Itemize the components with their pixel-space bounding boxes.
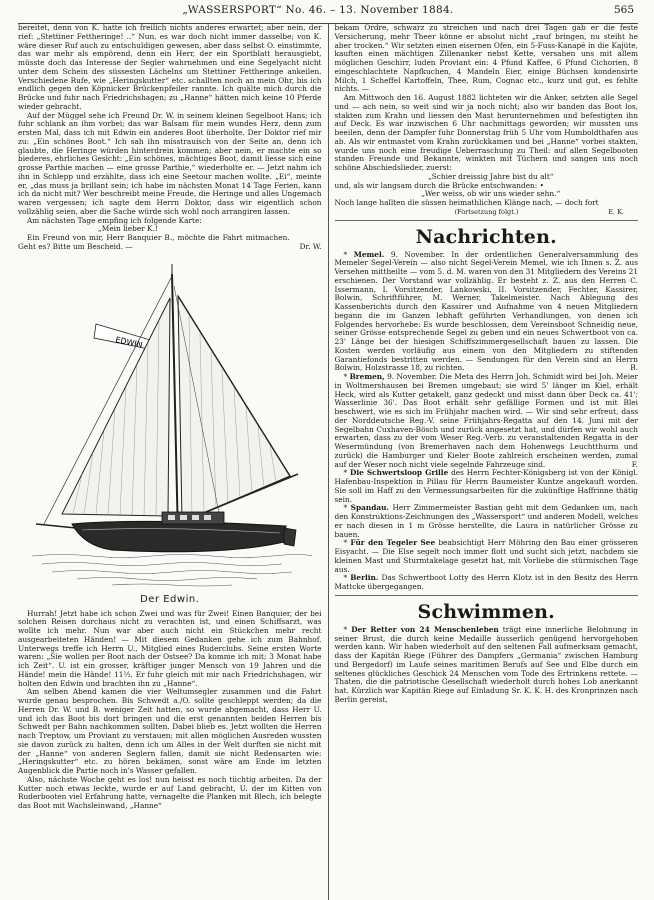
continuation-note: (Fortsetzung folgt.): [454, 207, 519, 216]
left-paragraph: Also, nächste Woche geht es los! nun heisst es noch tüchtig arbeiten. Da der Kutter noch etwas leckte, wurde er auf Land gebracht, U. der im Kitten von Ruderbooten viel Erfahrung hatte, vernagelte die Planken mit Blech, ich belegte das Boot mit Wachsleinwand, „Hanne“: [18, 774, 322, 810]
news-item: * Bremen, 9. November. Die Meta des Herrn Joh. Schmidt wird bei Joh. Meier in Woltmershausen bei Bremen umgebaut; sie wird 5' länger im Kiel, erhält Heck, wird als Kutter getakelt, ganz gedeckt und misst dann über Deck ca. 41'; Wasserlinie 36'. Das Boot erhält sehr gefällige Formen und ist mit Blei beschwert, wie es sich im Frühjahr machen wird. — Wir sind sehr erfreut, dass der Norddeutsche Reg.-V. seine Frühjahrs-Regatta auf den 14. Juni mit der Segelbahn Cuxhaven-Bösch und zurück angesetzt hat, und dürfen wir wohl auch erwarten, dass zu der vom Weser Reg.-Verb. zu veranstaltenden Regatta in der Wesermündung (von Bremerhaven nach dem Hohenwegs Leuchtthurm und zurück) die Hamburger und Kieler Boote zahlreich erscheinen werden, zumal auf der Weser noch nicht viele segelnde Fahrzeuge sind. F.: [334, 372, 638, 469]
header-title: „WASSERSPORT“ No. 46. – 13. November 1884.: [182, 4, 454, 16]
sailboat-drawing: [22, 256, 318, 592]
card-block: [18, 234, 322, 252]
section-title-schwimmen: Schwimmen.: [417, 600, 555, 623]
schwimmen-lead: Der Retter von 24 Menschenleben: [351, 624, 499, 634]
page-header: [18, 4, 638, 24]
card-signature: Dr. W.: [299, 241, 322, 251]
boat-name-text: EDWIN: [114, 334, 144, 350]
news-place: Die Schwertsloop Grille: [349, 468, 449, 478]
right-paragraph: bekam Ordre, schwarz zu streichen und nach drei Tagen gab er die feste Versicherung, mehr Theer könne er absolut nicht „rauf bringen, nu steiht he aber trocken.“ Wir setzten einen eisernen Ofen, ein 5-Fuss-Kanapé in die Kajüte, kauften einen mächtigen Zillenanker nebst Kette, versahen uns mit allem möglichen Geschirr, luden Proviant ein: 4 Pfund Kaffee, 6 Pfund Cichorien, 8 eingeschlachtete Napfkuchen, 4 Mandeln Eier, einige Büchsen kondensirte Milch, 1 Scheffel Kartoffeln, Thee, Rum, Cognac etc., kurz und gut, es fehlte nichts. —: [334, 24, 638, 94]
boat-illustration: [18, 256, 322, 592]
schwimmen-text: trägt eine innerliche Belohnung in seiner Brust, die durch keine Medaille äusserlich genügend hervorgehoben werden kann. Wir haben wiederholt auf den seltenen Fall aufmerksam gemacht, dass der Kapitän Riege (Führer des Dampfers „Germania“ zwischen Hamburg und Bergedorf) im Laufe seines maritimen Berufs auf See und Elbe durch ein seltenes glückliches Geschick 24 Menschen vom Tode des Ertrinkens rettete. — Thaten, die die patriotische Gesellschaft wiederholt durch hohes Lob anerkannt hat. Kürzlich war Kapitän Riege auf Einladung Sr. K. K. H. des Kronprinzen nach Berlin gereist,: [334, 624, 638, 704]
left-paragraph: bereitet, denn von K. hatte ich freilich nichts anderes erwartet; aber nein, der rief: „Stettiner Fettheringe! ..“ Nun, es war doch nicht immer dasselbe; von K. wäre dieser Ruf auch zu entschuldigen gewesen, aber dass selbst O. einstimmte, das war mehr als empörend, denn ein Herr, der ein Sportblatt herausgiebt, müsste doch das Interesse der Segler wahrnehmen und eine Segelyacht nicht unter dem Schein des süssesten Lächelns um Stettiner Fettheringe ankeilen. Verschiedene Rufe, wie „Heringskutter“ etc. schallten noch an mein Ohr, bis ich endlich gegen den Köpnicker Brückenpfeiler rannte. Ich quälte mich durch die Brücke und fuhr nach Friedrichshagen; zu „Hanne“ hätten mich keine 10 Pferde wieder gebracht.: [18, 24, 322, 111]
schwimmen-item: * Der Retter von 24 Menschenleben trägt eine innerliche Belohnung in seiner Brust, die durch keine Medaille äusserlich genügend hervorgehoben werden kann. Wir haben wiederholt auf den seltenen Fall aufmerksam gemacht, dass der Kapitän Riege (Führer des Dampfers „Germania“ zwischen Hamburg und Bergedorf) im Laufe seines maritimen Berufs auf See und Elbe durch ein seltenes glückliches Geschick 24 Menschen vom Tode des Ertrinkens rettete. — Thaten, die die patriotische Gesellschaft wiederholt durch hohes Lob anerkannt hat. Kürzlich war Kapitän Riege auf Einladung Sr. K. K. H. des Kronprinzen nach Berlin gereist,: [334, 624, 638, 704]
columns: [18, 24, 638, 900]
song-line: „Schier dreissig Jahre bist du alt“: [427, 171, 554, 181]
rudder: [284, 528, 296, 546]
section-title-nachrichten: Nachrichten.: [415, 225, 557, 248]
news-place: Für den Tegeler See: [350, 538, 436, 548]
right-column: [328, 24, 639, 900]
news-text: des Herrn Fechter-Königsberg ist von der Königl. Hafenbau-Inspektion in Pillau für Herrn Baumeister Kuntze angekauft worden. Sie soll im Haff zu den Vermessungsarbeiten für die zukünftige Haffrinne thätig sein.: [334, 468, 638, 504]
hull: [72, 521, 286, 551]
news-item: * Für den Tegeler See beabsichtigt Herr Möhring den Bau einer grösseren Eisyacht. — Die Else segelt noch immer flott und sucht sich jetzt, nachdem sie kleinen Mast und Sturmtakelage gesetzt hat, mit Vorliebe die stürmischen Tage aus.: [334, 538, 638, 574]
news-place: Memel.: [353, 249, 385, 259]
news-text: 9. November. In der ordentlichen Generalversammlung des Memeler Segel-Verein — also nicht Segel-Verein Memel, wie ich Ihnen s. Z. aus Versehen mittheilte — vom 5. d. M. waren von den 31 Mitgliedern des Vereins 21 erschienen. Der Vorstand war vollzählig. Er besteht z. Z. aus den Herren C. Issermann, I. Vorsitzender, Lankowski, II. Vorsitzender, Fechter, Kassirer, Bolwin, Schriftführer, M. Werner, Takelmeister. Nach Ablegung des Kassenberichts durch den Kassirer und Aufnahme von 4 neuen Mitgliedern begann die im Ganzen lebhaft geführten Verhandlungen, von denen ich Folgendes hervorhebe: Es wurde beschlossen, dem Vereinsboot Schneidig neue, seiner Grösse entsprechende Segel zu geben und ein neues Schwertboot von ca. 23' Länge bei der hiesigen Schiffszimmergesellschaft bauen zu lassen. Die Kosten werden vorläufig aus einem von den Mitgliedern zu stiftenden Garantiefonds bestritten werden. — Sendungen für den Verein sind an Herrn Bolwin, Holzstrasse 18, zu richten.: [334, 249, 638, 373]
left-column: [18, 24, 328, 900]
news-item: * Die Schwertsloop Grille des Herrn Fechter-Königsberg ist von der Königl. Hafenbau-Inspektion in Pillau für Herrn Baumeister Kuntze angekauft worden. Sie soll im Haff zu den Vermessungsarbeiten für die zukünftige Haffrinne thätig sein.: [334, 468, 638, 504]
song-line: und, als wir langsam durch die Brücke entschwanden: •: [334, 180, 544, 190]
left-paragraph: Auf der Müggel sehe ich Freund Dr. W. in seinem kleinen Segelboot Hans; ich fuhr schlank an ihm vorbei; das war Balsam für mein wundes Herz, denn zum ersten Mal, dass ich mit Edwin ein anderes Boot überholte. Der Doktor rief mir zu: „Ein schönes Boot.“ Ich sah ihn misstrauisch von der Seite an, denn ich glaubte, die Heringe würden hinterdrein kommen; aber nein, er machte ein so biederes, ehrliches Gesicht: „Ein schönes, mächtiges Boot, damit liesse sich eine grosse Parthie machen — eine grosse Parthie,“ wiederholte er. — Jetzt nahm ich ihn in Schlepp und erzählte, dass ich eine Seetour machen wollte. „Ei“, meinte er, „das muss ja brillant sein; ich habe im nächsten Monat 14 Tage Ferien, kann ich da nicht mit? Wer beschreibt meine Freude, die Heringe und alles Ungemach waren vergessen; ich sagte dem Herrn Doktor, dass wir eigentlich schon vollzählig seien, aber die Sache würde sich wohl noch arrangiren lassen.: [18, 110, 322, 216]
left-paragraph: Am selben Abend kamen die vier Weltumsegler zusammen und die Fahrt wurde genau besprochen. Bis Schwedt a./O. sollte geschleppt werden; da die Herren Dr. W. und B. weniger Zeit hatten, so wurde abgemacht, dass Herr U. und ich das Boot bis dort bringen und die erst genannten beiden Herren bis Schwedt per Bahn nachkommen sollten. Dabei blieb es. Jetzt wollten die Herren nach Treptow, um Proviant zu verstauen; mit allen möglichen Ausreden wussten sie davon zurück zu halten, denn ich um Alles in der Welt durften sie nicht mit der „Hanne“ von anderen Seglern fallen, damit sie nicht Redensarten wie: „Heringskutter“ etc. zu hören bekämen, sonst wäre am Ende im letzten Augenblick die Partie noch in's Wasser gefallen.: [18, 687, 322, 775]
news-text: Das Schwertboot Lotty des Herrn Klotz ist in den Besitz des Herrn Mattcke übergegangen.: [334, 573, 638, 591]
section-divider: [335, 595, 639, 596]
article-signature: E. K.: [608, 207, 624, 216]
water-lines: [32, 554, 312, 586]
news-item: * Memel. 9. November. In der ordentlichen Generalversammlung des Memeler Segel-Verein — also nicht Segel-Verein Memel, wie ich Ihnen s. Z. aus Versehen mittheilte — vom 5. d. M. waren von den 31 Mitgliedern des Vereins 21 erschienen. Der Vorstand war vollzählig. Er besteht z. Z. aus den Herren C. Issermann, I. Vorsitzender, Lankowski, II. Vorsitzender, Fechter, Kassirer, Bolwin, Schriftführer, M. Werner, Takelmeister. Nach Ablegung des Kassenberichts durch den Kassirer und Aufnahme von 4 neuen Mitgliedern begann die im Ganzen lebhaft geführten Verhandlungen, von denen ich Folgendes hervorhebe: Es wurde beschlossen, dem Vereinsboot Schneidig neue, seiner Grösse entsprechende Segel zu geben und ein neues Schwertboot von ca. 23' Länge bei der hiesigen Schiffszimmergesellschaft bauen zu lassen. Die Kosten werden vorläufig aus einem von den Mitgliedern zu stiftenden Garantiefonds bestritten werden. — Sendungen für den Verein sind an Herrn Bolwin, Holzstrasse 18, zu richten. B.: [334, 249, 638, 373]
card-salutation: „Mein lieber K.!: [98, 224, 158, 234]
news-text: Herr Zimmermeister Bastian geht mit dem Gedanken um, nach den Konstruktions-Zeichnungen des „Wassersport“ und anderen Modell, welches er nach diesen in 1 m Grösse herstellte, die Laura in natürlicher Grösse zu bauen.: [334, 503, 638, 539]
news-item: * Spandau. Herr Zimmermeister Bastian geht mit dem Gedanken um, nach den Konstruktions-Zeichnungen des „Wassersport“ und anderen Modell, welches er nach diesen in 1 m Grösse herstellte, die Laura in natürlicher Grösse zu bauen.: [334, 503, 638, 539]
left-paragraph: Hurrah! Jetzt habe ich schon Zwei und was für Zwei! Einen Banquier, der bei solchen Reisen durchaus nicht zu verachten ist, und einen Schiffsarzt, was wollte ich mehr. Nun war aber auch nicht ein Stückchen mehr recht ausgearbeiteten Händen! — Mit diesem Gedanken gehe ich zum Bahnhof. Unterwegs treffe ich Herrn U., Mitglied eines Ruderclubs. Seine ersten Worte waren: „Sie wollen per Boot nach der Ostsee? Da komme ich mit; 3 Monat habe ich Zeit“. U. ist ein grosser, kräftiger junger Mensch von 19 Jahren und die Hände! mein die Hände! 11½. Er fuhr gleich mit mir nach Friedrichshagen, wir holten den Edwin und brachten ihn zu „Hanne“.: [18, 608, 322, 688]
news-place: Bremen,: [349, 372, 385, 381]
news-text: 9. November. Die Meta des Herrn Joh. Schmidt wird bei Joh. Meier in Woltmershausen bei Bremen umgebaut; sie wird 5' länger im Kiel, erhält Heck, wird als Kutter getakelt, ganz gedeckt und misst dann über Deck ca. 41'; Wasserlinie 36'. Das Boot erhält sehr gefällige Formen und ist mit Blei beschwert, wie es sich im Frühjahr machen wird. — Wir sind sehr erfreut, dass der Norddeutsche Reg.-V. seine Frühjahrs-Regatta auf den 14. Juni mit der Segelbahn Cuxhaven-Bösch und zurück angesetzt hat, und dürfen wir wohl auch erwarten, dass zu der vom Weser Reg.-Verb. zu veranstaltenden Regatta in der Wesermündung (von Bremerhaven nach dem Hohenwegs Leuchtthurm und zurück) die Hamburger und Kieler Boote zahlreich erscheinen werden, zumal auf der Weser noch nicht viele segelnde Fahrzeuge sind.: [334, 372, 638, 469]
news-place: Berlin.: [350, 573, 379, 583]
news-text: beabsichtigt Herr Möhring den Bau einer grösseren Eisyacht. — Die Else segelt noch immer flott und sucht sich jetzt, nachdem sie kleinen Mast und Sturmtakelage gesetzt hat, mit Vorliebe die stürmischen Tage aus.: [334, 538, 638, 574]
song-line: „Wer weiss, ob wir uns wieder sehn.“: [421, 189, 561, 199]
right-paragraph: Am Mittwoch den 16. August 1882 lichteten wir die Anker, setzten alle Segel und — ach nein, so weit sind wir ja noch nicht; also wir banden das Boot los, stakten zum Krahn und liessen den Mast herunternehmen und befestigten ihn auf Deck. Es war inzwischen 6 Uhr nachmittags geworden; wir mussten uns beeilen, denn der Dampfer fuhr Donnerstag früh 5 Uhr vom Humboldthafen aus ab. Als wir entmastet vom Krahn zurückkamen und bei „Hanne“ vorbei stakten, wurde uns noch eine freudige Ueberraschung zu Theil: auf allen Segelbooten standen Freunde und Bekannte, winkten mit Tüchern und sangen uns noch schöne Abschiedslieder, zuerst:: [334, 93, 638, 172]
closing-line: Noch lange hallten die süssen heimathlichen Klänge nach, — doch fort: [334, 198, 599, 207]
news-place: Spandau.: [350, 503, 389, 513]
card-text: Ein Freund von mir, Herr Banquier B., möchte die Fahrt mitmachen. Geht es? Bitte um Bescheid. —: [18, 233, 290, 251]
news-signature: B.: [630, 363, 638, 373]
figure-caption: Der Edwin.: [140, 593, 200, 605]
bowsprit: [36, 524, 76, 528]
mainsail: [178, 296, 290, 522]
page-number: 565: [613, 4, 634, 16]
left-paragraph: Am nächsten Tage empfing ich folgende Karte:: [27, 215, 202, 225]
mast: [172, 274, 178, 538]
news-signature: F.: [631, 459, 638, 469]
continuation-row: [335, 208, 639, 217]
section-divider: [335, 220, 639, 221]
news-item: * Berlin. Das Schwertboot Lotty des Herrn Klotz ist in den Besitz des Herrn Mattcke übergegangen.: [334, 573, 638, 591]
